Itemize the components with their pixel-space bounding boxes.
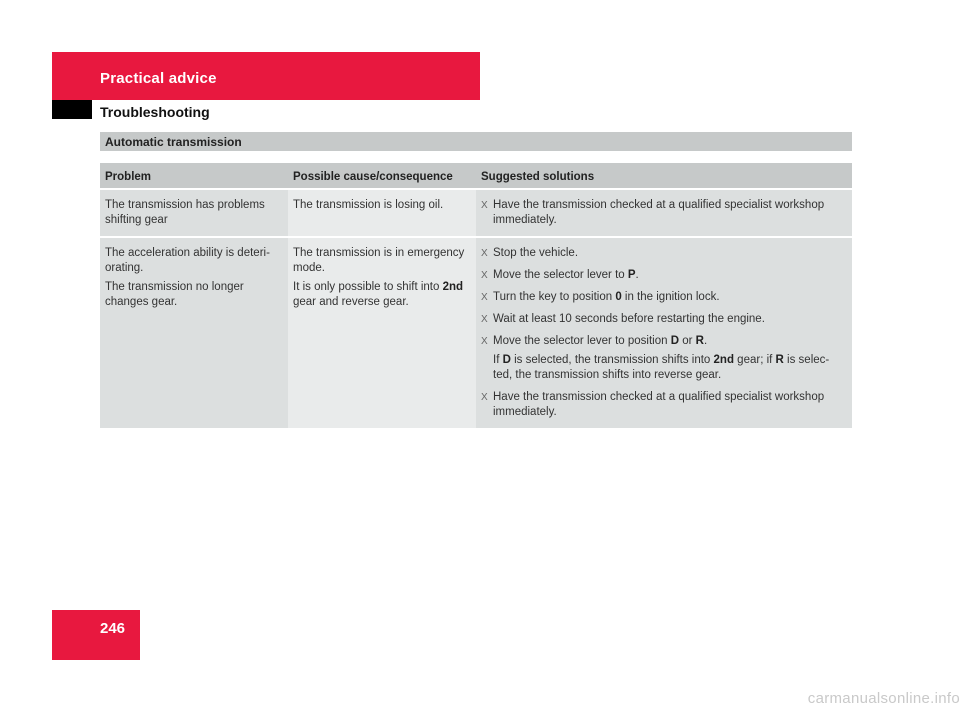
step-text-part: Turn the key to position — [493, 291, 616, 303]
step-arrow-icon: X — [481, 392, 488, 403]
solution-step — [481, 390, 847, 420]
note-text-part: If — [493, 354, 503, 366]
lever-position: D — [670, 335, 680, 347]
column-header-solutions: Suggested solutions — [476, 163, 852, 189]
step-arrow-icon: X — [481, 270, 488, 281]
key-position: 0 — [615, 291, 622, 303]
solutions-cell — [476, 189, 852, 237]
gear-label: 2nd — [442, 281, 464, 293]
solution-step — [481, 246, 847, 261]
gear-label: 2nd — [713, 354, 734, 366]
problem-cell — [100, 189, 288, 237]
cause-text: The transmission is in emergency mode. — [293, 247, 465, 274]
step-text-part: . — [703, 335, 708, 347]
note-text-part: is selec-ted, the transmission shifts into reverse gear. — [493, 354, 830, 381]
step-text: Wait at least 10 seconds before restarting the engine. — [493, 313, 765, 325]
step-note — [481, 353, 847, 383]
chapter-title: Practical advice — [100, 70, 217, 87]
troubleshooting-table — [100, 163, 852, 430]
step-arrow-icon: X — [481, 314, 488, 325]
cause-text — [293, 280, 471, 310]
solution-step — [481, 290, 847, 305]
page-number: 246 — [100, 620, 126, 637]
page-number-box — [52, 610, 140, 660]
section-marker — [52, 100, 92, 119]
lever-position: R — [695, 335, 704, 347]
step-text-part: Move the selector lever to — [493, 269, 628, 281]
solution-step — [481, 334, 847, 349]
step-arrow-icon: X — [481, 200, 488, 211]
cause-text: The transmission is losing oil. — [293, 199, 444, 211]
problem-text: The acceleration ability is deteri-orating. — [105, 247, 270, 274]
step-text: Stop the vehicle. — [493, 247, 579, 259]
cause-cell — [288, 189, 476, 237]
step-text-part: in the ignition lock. — [621, 291, 720, 303]
note-text-part: gear; if — [733, 354, 776, 366]
step-text — [493, 268, 847, 283]
column-header-cause: Possible cause/consequence — [288, 163, 476, 189]
problem-text: The transmission no longer changes gear. — [105, 281, 244, 308]
watermark: carmanualsonline.info — [807, 690, 960, 707]
step-text-part: or — [679, 335, 696, 347]
table-row — [100, 189, 852, 237]
cause-text-part: It is only possible to shift into — [293, 281, 443, 293]
lever-position: D — [502, 354, 511, 366]
problem-text: The transmission has problems shifting gear — [105, 199, 265, 226]
step-arrow-icon: X — [481, 248, 488, 259]
step-arrow-icon: X — [481, 292, 488, 303]
solution-step — [481, 198, 847, 228]
solutions-cell — [476, 237, 852, 429]
step-text — [493, 334, 847, 349]
lever-position: P — [627, 269, 636, 281]
note-text-part: is selected, the transmission shifts into — [510, 354, 714, 366]
step-text-part: Move the selector lever to position — [493, 335, 671, 347]
table-title: Automatic transmission — [105, 135, 242, 149]
solution-step — [481, 312, 847, 327]
step-text-part: . — [635, 269, 639, 281]
table-header-row — [100, 163, 852, 189]
section-title: Troubleshooting — [100, 104, 210, 120]
step-text: Have the transmission checked at a qualified specialist workshop immediately. — [493, 391, 825, 418]
table-row — [100, 237, 852, 429]
solution-step — [481, 268, 847, 283]
cause-cell — [288, 237, 476, 429]
step-text: Have the transmission checked at a qualified specialist workshop immediately. — [493, 199, 825, 226]
step-text — [493, 290, 847, 305]
column-header-problem: Problem — [100, 163, 288, 189]
step-arrow-icon: X — [481, 336, 488, 347]
problem-cell — [100, 237, 288, 429]
lever-position: R — [775, 354, 784, 366]
cause-text-part: gear and reverse gear. — [293, 296, 409, 308]
